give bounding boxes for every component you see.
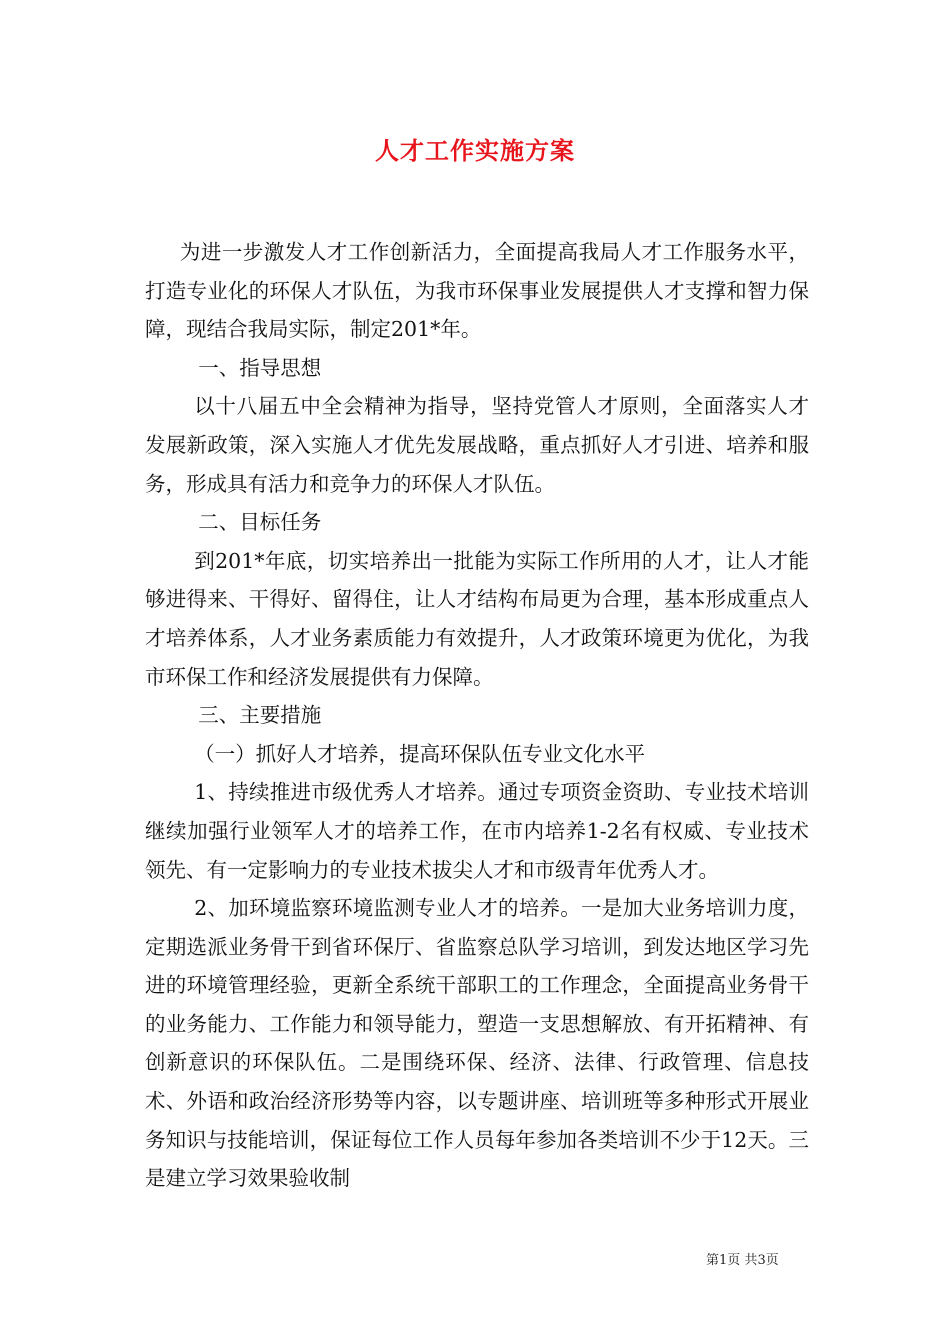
- page-middle: 页 共: [727, 1253, 758, 1268]
- page-prefix: 第: [706, 1253, 720, 1268]
- page-suffix: 页: [765, 1253, 779, 1268]
- guiding-ideology-paragraph: 以十八届五中全会精神为指导，坚持党管人才原则，全面落实人才发展新政策，深入实施人才优先发展战略，重点抓好人才引进、培养和服务，形成具有活力和竞争力的环保人才队伍。: [145, 394, 809, 496]
- section-heading-goals: 二、目标任务: [198, 510, 322, 535]
- document-title: 人才工作实施方案: [375, 136, 575, 165]
- section-heading-guiding-ideology: 一、指导思想: [198, 355, 322, 380]
- page-number: [706, 1249, 779, 1268]
- goals-paragraph: 到201*年底，切实培养出一批能为实际工作所用的人才，让人才能够进得来、干得好、留得住，让人才结构布局更为合理，基本形成重点人才培养体系，人才业务素质能力有效提升，人才政策环境更为优化，为我市环保工作和经济发展提供有力保障。: [145, 548, 809, 689]
- measure-paragraph-1: 1、持续推进市级优秀人才培养。通过专项资金资助、专业技术培训继续加强行业领军人才的培养工作，在市内培养1-2名有权威、专业技术领先、有一定影响力的专业技术拔尖人才和市级青年优秀人才。: [145, 780, 809, 882]
- page-total: 3: [757, 1253, 766, 1268]
- intro-paragraph: 为进一步激发人才工作创新活力，全面提高我局人才工作服务水平，打造专业化的环保人才队伍，为我市环保事业发展提供人才支撑和智力保障，现结合我局实际，制定201*年。: [145, 240, 809, 342]
- measure-paragraph-2: 2、加环境监察环境监测专业人才的培养。一是加大业务培训力度，定期选派业务骨干到省环保厅、省监察总队学习培训，到发达地区学习先进的环境管理经验，更新全系统干部职工的工作理念，全面提高业务骨干的业务能力、工作能力和领导能力，塑造一支思想解放、有开拓精神、有创新意识的环保队伍。二是围绕环保、经济、法律、行政管理、信息技术、外语和政治经济形势等内容，以专题讲座、培训班等多种形式开展业务知识与技能培训，保证每位工作人员每年参加各类培训不少于12天。三是建立学习效果验收制: [145, 896, 809, 1191]
- page-current: 1: [719, 1253, 728, 1268]
- section-heading-measures: 三、主要措施: [198, 703, 322, 728]
- subsection-heading-training: （一）抓好人才培养，提高环保队伍专业文化水平: [194, 741, 646, 766]
- document-body: [145, 233, 809, 1198]
